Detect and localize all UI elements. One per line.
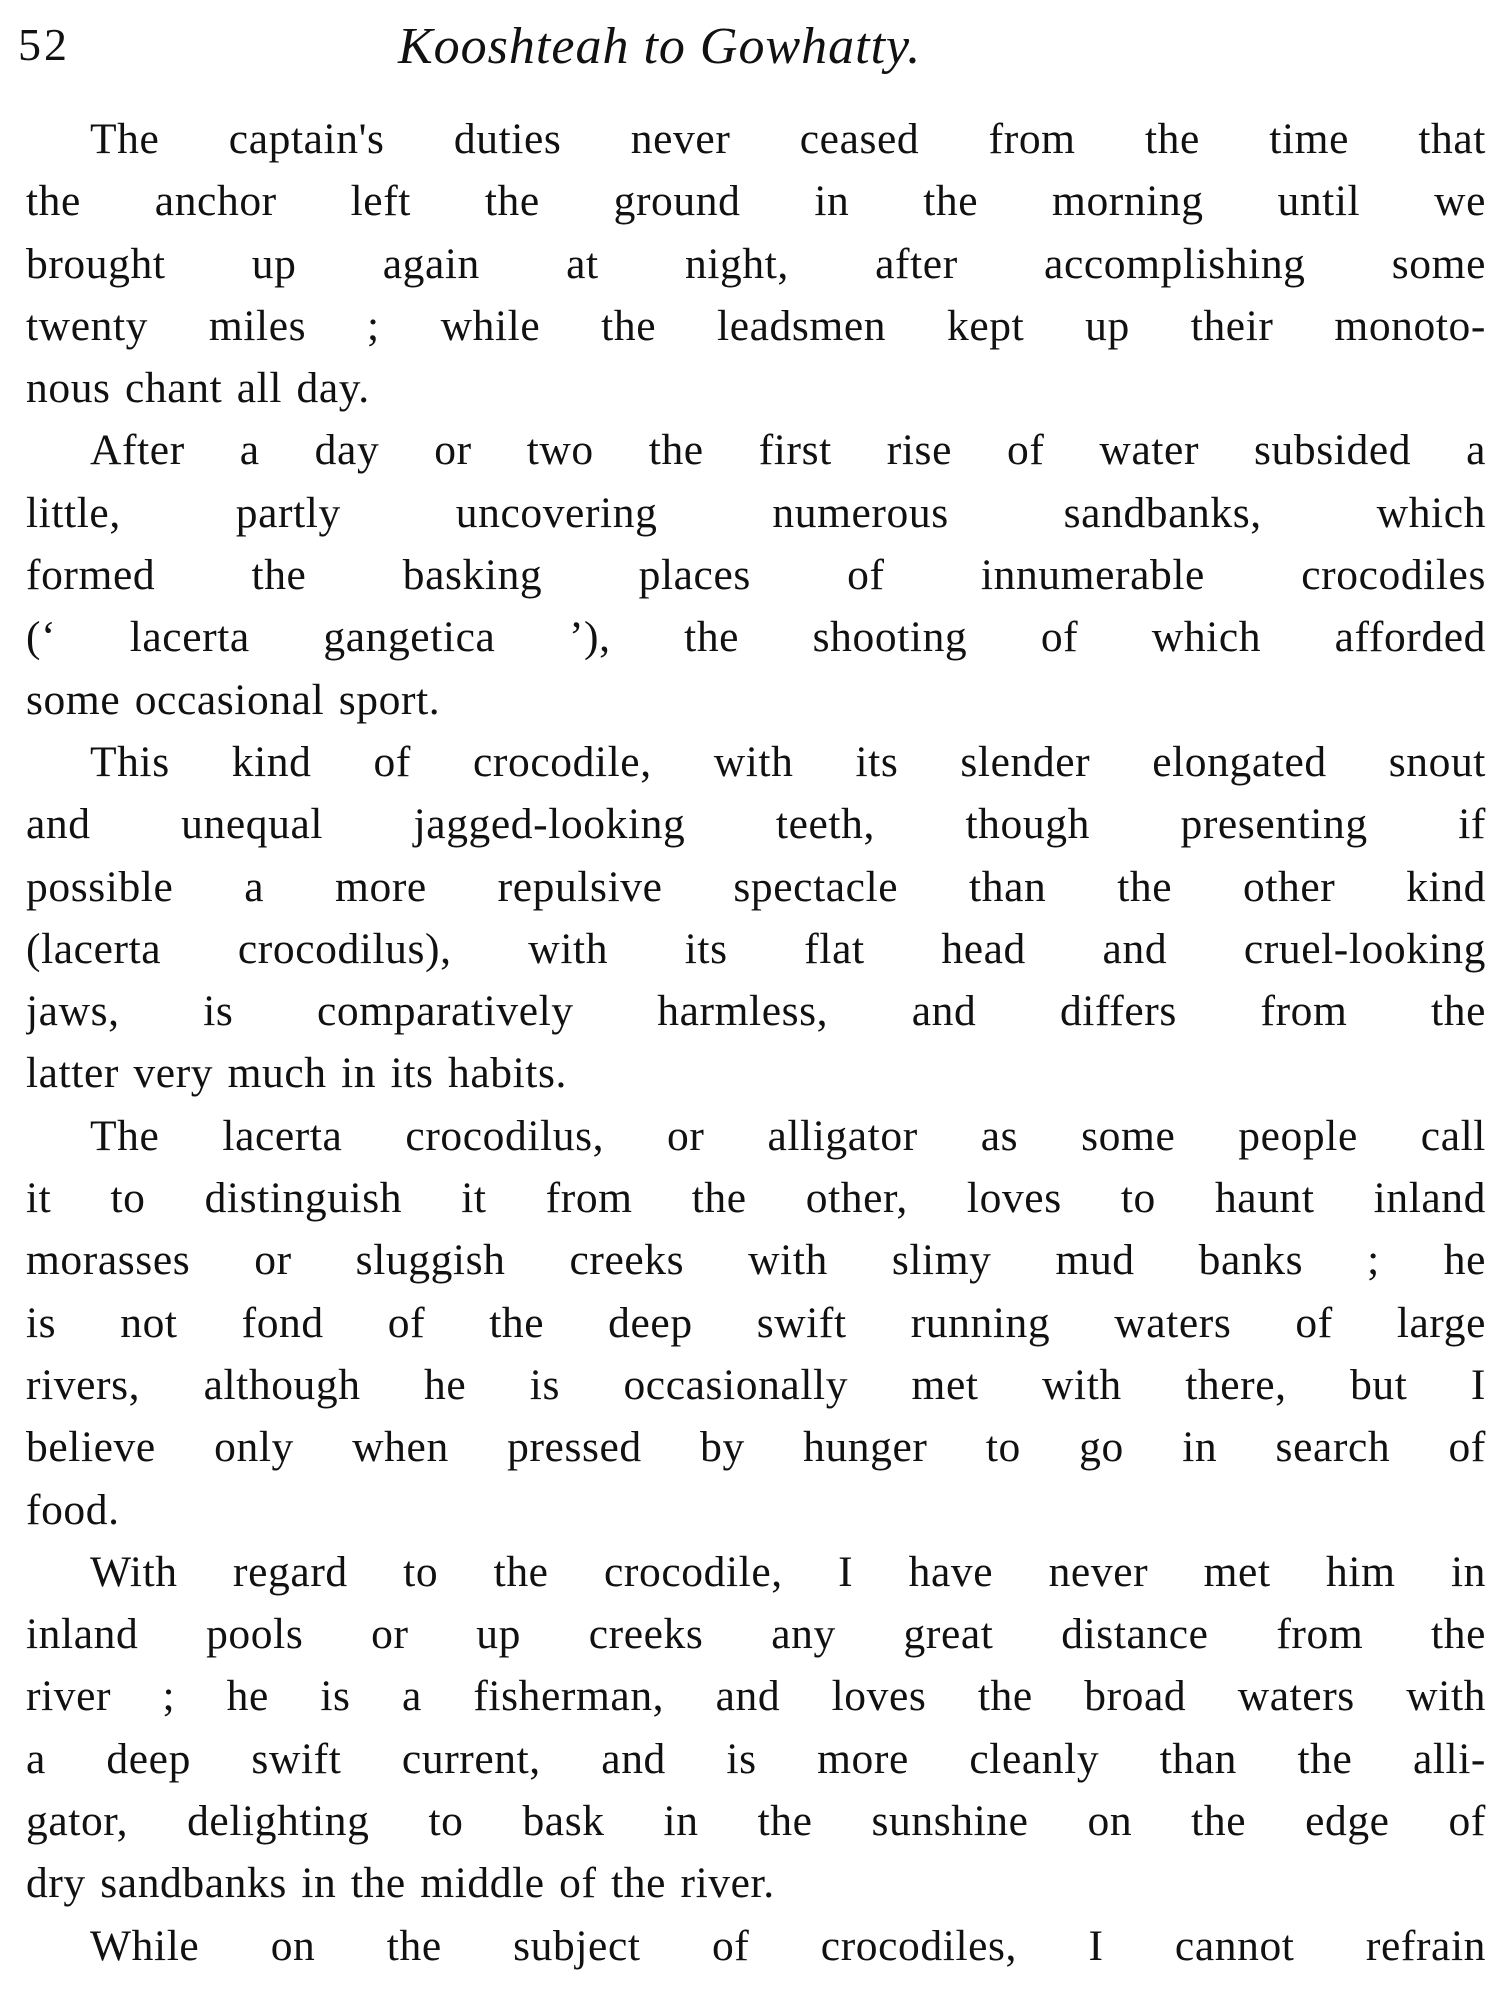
text-line: (‘ lacerta gangetica ’), the shooting of which afforded: [26, 613, 1486, 662]
running-title: Kooshteah to Gowhatty.: [398, 18, 922, 75]
text-line: brought up again at night, after accomplishing some: [26, 239, 1486, 288]
paragraph: [26, 1915, 1486, 1977]
text-line: gator, delighting to bask in the sunshine on the edge of: [26, 1797, 1486, 1846]
text-line: After a day or two the first rise of water subsided a: [90, 426, 1486, 475]
text-line: it to distinguish it from the other, loves to haunt inland: [26, 1174, 1486, 1223]
text-line: and unequal jagged-looking teeth, though presenting if: [26, 800, 1486, 849]
text-line: food.: [26, 1485, 120, 1534]
text-line: possible a more repulsive spectacle than the other kind: [26, 862, 1486, 911]
text-line: jaws, is comparatively harmless, and differs from the: [26, 987, 1486, 1036]
text-line: The lacerta crocodilus, or alligator as some people call: [90, 1111, 1486, 1160]
text-line: the anchor left the ground in the morning until we: [26, 177, 1486, 226]
page-header: [18, 18, 1478, 98]
text-line: rivers, although he is occasionally met with there, but I: [26, 1360, 1486, 1409]
paragraph: [26, 1541, 1486, 1915]
text-line: little, partly uncovering numerous sandbanks, which: [26, 488, 1486, 537]
text-line: The captain's duties never ceased from the time that: [90, 115, 1486, 163]
text-line: formed the basking places of innumerable crocodiles: [26, 551, 1486, 600]
text-line: river ; he is a fisherman, and loves the broad waters with: [26, 1672, 1486, 1721]
text-line: a deep swift current, and is more cleanly than the alli-: [26, 1734, 1486, 1783]
text-line: With regard to the crocodile, I have never met him in: [90, 1547, 1486, 1596]
text-line: latter very much in its habits.: [26, 1049, 567, 1098]
paragraph: [26, 731, 1486, 1105]
text-line: is not fond of the deep swift running waters of large: [26, 1298, 1486, 1347]
text-line: some occasional sport.: [26, 675, 441, 724]
page-number: 52: [18, 19, 70, 70]
text-line: (lacerta crocodilus), with its flat head and cruel-looking: [26, 924, 1486, 973]
text-line: morasses or sluggish creeks with slimy mud banks ; he: [26, 1236, 1486, 1285]
text-line: This kind of crocodile, with its slender elongated snout: [90, 737, 1486, 786]
paragraph: [26, 108, 1486, 419]
text-line: nous chant all day.: [26, 364, 370, 413]
text-line: inland pools or up creeks any great distance from the: [26, 1610, 1486, 1659]
paragraph: [26, 1105, 1486, 1541]
text-line: twenty miles ; while the leadsmen kept up their monoto-: [26, 301, 1486, 350]
text-line: While on the subject of crocodiles, I cannot refrain: [90, 1921, 1486, 1970]
body-text: [26, 108, 1486, 1977]
text-line: dry sandbanks in the middle of the river.: [26, 1859, 775, 1908]
text-line: believe only when pressed by hunger to go in search of: [26, 1423, 1486, 1472]
paragraph: [26, 419, 1486, 730]
